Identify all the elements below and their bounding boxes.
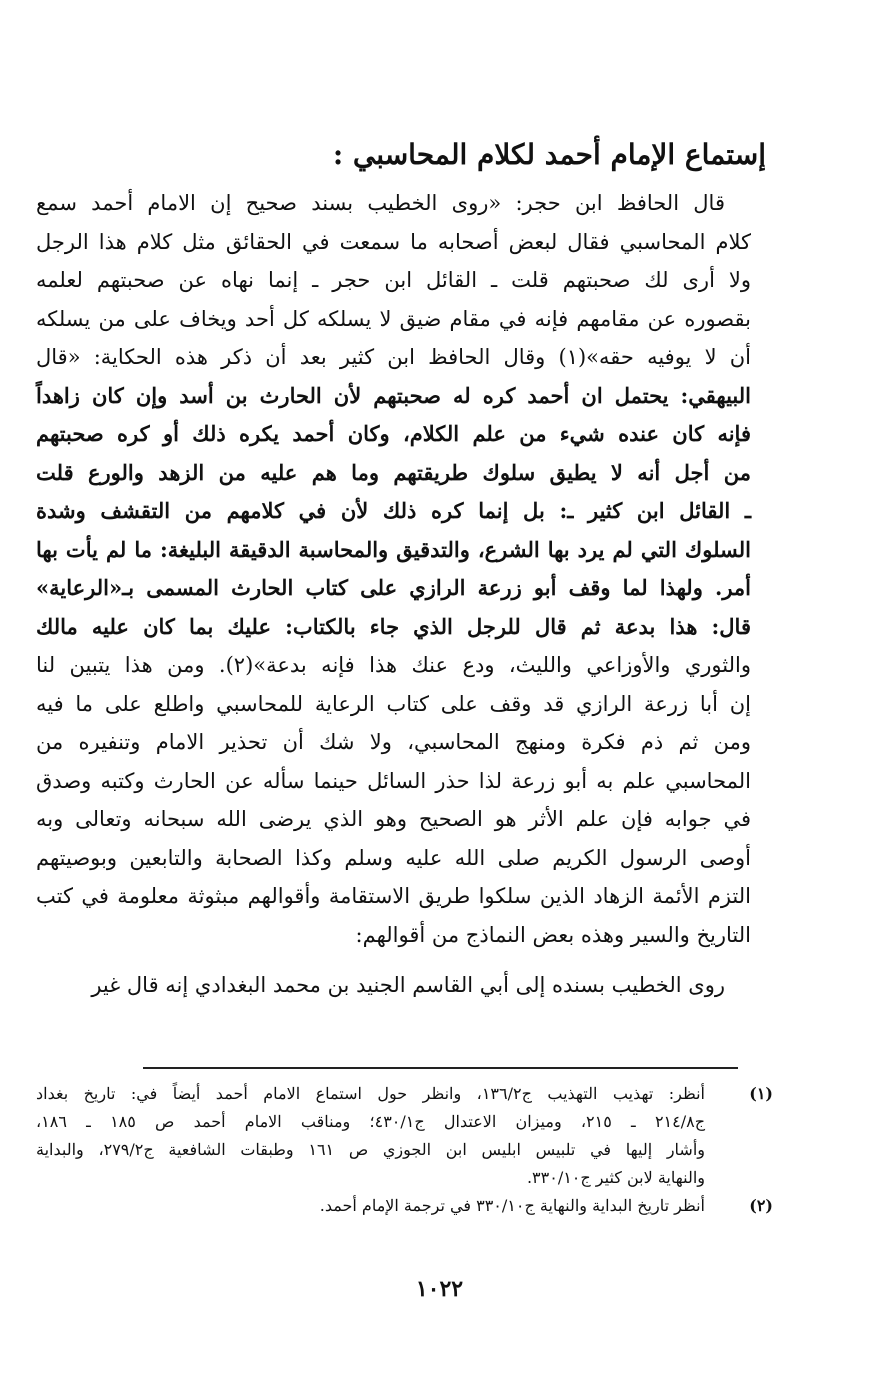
text-line: من أجل أنه لا يطيق سلوك طريقتهم وما هم عليه من الزهد والورع قلت [36, 459, 751, 485]
text-line: التزم الأئمة الزهاد الذين سلكوا طريق الاستقامة وأقوالهم مبثوثة معلومة في كتب [36, 884, 751, 908]
text-line: ـ القائل ابن كثير ـ: بل إنما كره ذلك لأن في كلامهم من التقشف وشدة [36, 498, 751, 523]
footnote-line: أنظر: تهذيب التهذيب ج١٣٦/٢، وانظر حول استماع الامام أحمد أيضاً في: تاريخ بغداد [36, 1084, 705, 1103]
paragraph-gap [36, 954, 751, 966]
text-line: إن أبا زرعة الرازي قد وقف على كتاب الرعاية للمحاسبي واطلع على ما فيه [36, 691, 751, 716]
text-line: روى الخطيب بسنده إلى أبي القاسم الجنيد بن محمد البغدادي إنه قال غير [91, 973, 725, 997]
text-line: أوصى الرسول الكريم صلى الله عليه وسلم وكذا الصحابة والتابعين وبوصيتهم [36, 845, 751, 870]
footnote-divider [143, 1067, 738, 1069]
text-line: في جوابه فإن علم الأثر هو الصحيح وهو الذي يرضى الله سبحانه وتعالى وبه [36, 807, 751, 831]
footnote-number: (١) [749, 1084, 773, 1103]
footnote-line: أنظر تاريخ البداية والنهاية ج٣٣٠/١٠ في ترجمة الإمام أحمد. [319, 1196, 705, 1215]
footnote-number: (٢) [749, 1196, 773, 1215]
text-line: قال: هذا بدعة ثم قال للرجل الذي جاء بالكتاب: عليك بما كان عليه مالك [36, 613, 751, 639]
text-line: كلام المحاسبي فقال لبعض أصحابه ما سمعت في الحقائق مثل كلام هذا الرجل [36, 229, 751, 254]
main-text [36, 126, 766, 1005]
page-number: ١٠٢٢ [415, 1276, 464, 1302]
footnote-1 [36, 1080, 773, 1192]
footnotes [36, 1080, 773, 1220]
text-line: والثوري والأوزاعي والليث، ودع عنك هذا فإنه بدعة»(٢). ومن هذا يتبين لنا [36, 653, 751, 677]
body-paragraphs [36, 184, 751, 1005]
footnote-line: والنهاية لابن كثير ج٣٣٠/١٠. [526, 1168, 705, 1187]
text-line: أمر. ولهذا لما وقف أبو زرعة الرازي على كتاب الحارث المسمى بـ«الرعاية» [36, 575, 751, 600]
text-line: السلوك التي لم يرد بها الشرع، والتدقيق والمحاسبة الدقيقة البليغة: ما لم يأت بها [36, 536, 751, 562]
text-line: قال الحافظ ابن حجر: «روى الخطيب بسند صحيح إن الامام أحمد سمع [36, 191, 725, 215]
text-line: أن لا يوفيه حقه»(١) وقال الحافظ ابن كثير بعد أن ذكر هذه الحكاية: «قال [36, 345, 751, 369]
text-line: فإنه كان عنده شيء من علم الكلام، وكان أحمد يكره ذلك أو كره صحبتهم [36, 421, 751, 446]
section-heading: إستماع الإمام أحمد لكلام المحاسبي : [332, 138, 766, 171]
text-line: ومن ثم ذم فكرة ومنهج المحاسبي، ولا شك أن تحذير الامام وتنفيره من [36, 730, 751, 754]
text-line: التاريخ والسير وهذه بعض النماذج من أقوالهم: [355, 922, 751, 947]
footnote-2 [36, 1192, 773, 1220]
text-line: ولا أرى لك صحبتهم قلت ـ القائل ابن حجر ـ إنما نهاه عن صحبتهم لعلمه [36, 268, 751, 292]
text-line: بقصوره عن مقامهم فإنه في مقام ضيق لا يسلكه كل أحد ويخاف على من يسلكه [36, 306, 751, 331]
text-line: البيهقي: يحتمل ان أحمد كره له صحبتهم لأن الحارث بن أسد وإن كان زاهداً [36, 382, 751, 408]
text-line: المحاسبي علم به أبو زرعة لذا حذر السائل حينما سأله عن الحارث وكتبه وصدق [36, 768, 751, 793]
footnote-line: ج٢١٤/٨ ـ ٢١٥، وميزان الاعتدال ج٤٣٠/١؛ ومناقب الامام أحمد ص ١٨٥ ـ ١٨٦، [36, 1112, 706, 1131]
footnote-line: وأشار إليها في تلبيس ابليس ابن الجوزي ص ١٦١ وطبقات الشافعية ج٢٧٩/٢، والبداية [36, 1140, 706, 1159]
